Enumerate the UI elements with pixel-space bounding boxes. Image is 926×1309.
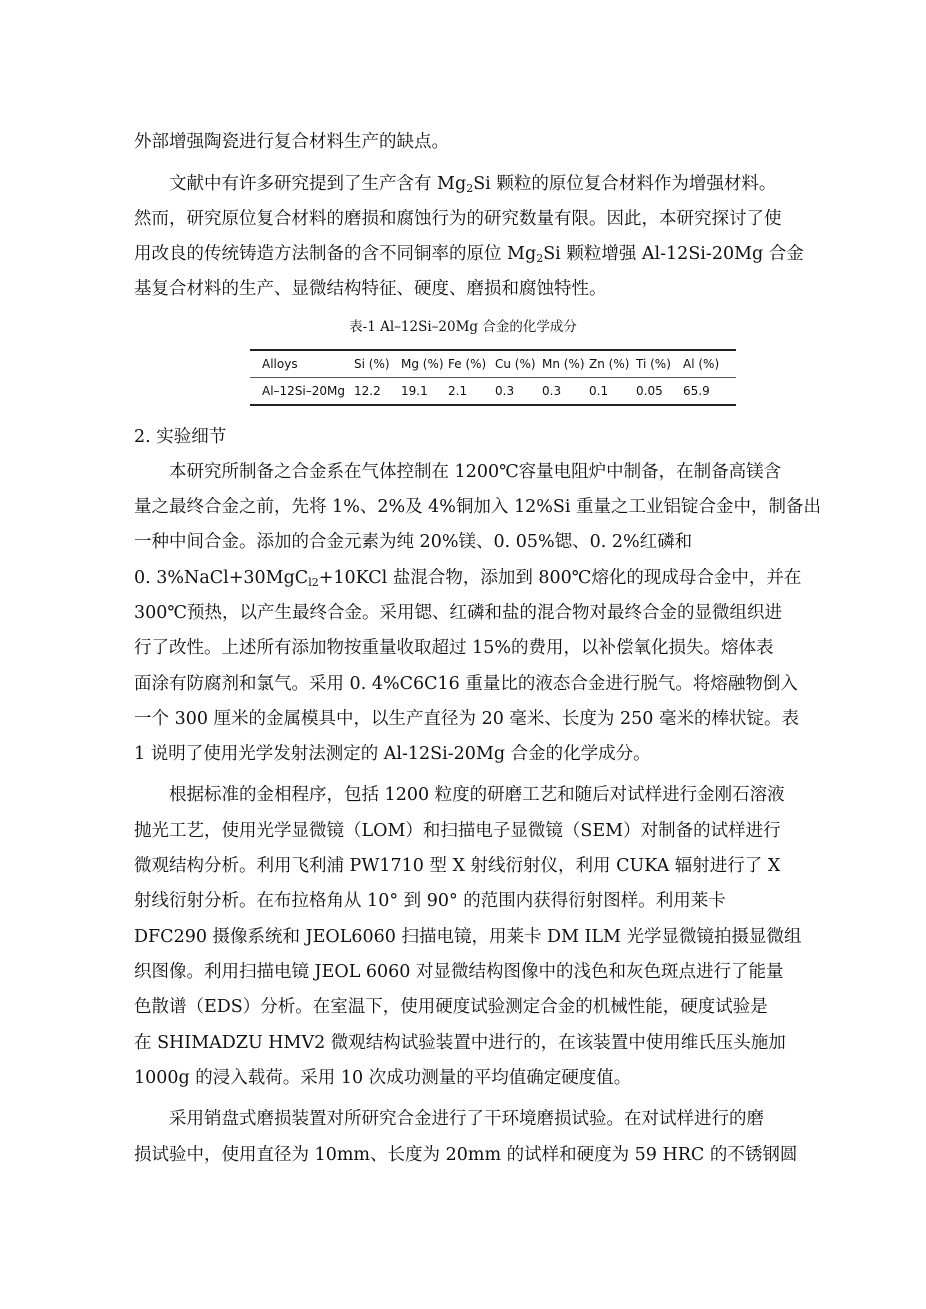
table-cell: Al–12Si–20Mg: [262, 384, 346, 398]
text-span: Si 颗粒增强 Al-12Si-20Mg 合金: [543, 244, 804, 264]
paragraph-line: 1 说明了使用光学发射法测定的 Al-12Si-20Mg 合金的化学成分。: [134, 744, 651, 764]
subscript: 2: [536, 252, 544, 265]
paragraph-line: 300℃预热，以产生最终合金。采用锶、红磷和盐的混合物对最终合金的显微组织进: [134, 603, 782, 623]
section-heading: 2. 实验细节: [134, 427, 227, 447]
table-cell: 2.1: [448, 384, 468, 398]
text-span: 0. 3%NaCl+30MgC: [134, 568, 309, 588]
paragraph-line: 色散谱（EDS）分析。在室温下，使用硬度试验测定合金的机械性能，硬度试验是: [134, 997, 768, 1017]
paragraph-line: DFC290 摄像系统和 JEOL6060 扫描电镜，用莱卡 DM ILM 光学显微镜拍摄显微组: [134, 927, 802, 947]
paragraph-line: 微观结构分析。利用飞利浦 PW1710 型 X 射线衍射仪，利用 CUKA 辐射进行了 X: [134, 856, 781, 876]
paragraph-line: 一种中间合金。添加的合金元素为纯 20%镁、0. 05%锶、0. 2%红磷和: [134, 532, 693, 552]
composition-table: [250, 349, 736, 406]
paragraph-line: 射线衍射分析。在布拉格角从 10° 到 90° 的范围内获得衍射图样。利用莱卡: [134, 891, 726, 911]
paragraph-line: [169, 172, 824, 196]
table-header-cell: Zn (%): [589, 357, 630, 371]
text-span: 文献中有许多研究提到了生产含有 Mg: [169, 174, 467, 194]
table-row: [250, 378, 736, 404]
table-cell: 0.1: [589, 384, 609, 398]
paragraph-line: 根据标准的金相程序，包括 1200 粒度的研磨工艺和随后对试样进行金刚石溶液: [169, 785, 785, 805]
paragraph-line: 基复合材料的生产、显微结构特征、硬度、磨损和腐蚀特性。: [134, 279, 607, 299]
table-cell: 0.3: [495, 384, 515, 398]
paragraph-line: 量之最终合金之前，先将 1%、2%及 4%铜加入 12%Si 重量之工业铝锭合金中，制备出: [134, 497, 822, 517]
table-cell: 19.1: [401, 384, 428, 398]
table-header-cell: Cu (%): [495, 357, 536, 371]
table-header-cell: Alloys: [262, 357, 298, 371]
paragraph-line: 外部增强陶瓷进行复合材料生产的缺点。: [134, 132, 449, 152]
paragraph-line: 本研究所制备之合金系在气体控制在 1200℃容量电阻炉中制备，在制备高镁含: [169, 462, 782, 482]
paragraph-line: 行了改性。上述所有添加物按重量收取超过 15%的费用，以补偿氧化损失。熔体表: [134, 638, 774, 658]
paragraph-line: 抛光工艺，使用光学显微镜（LOM）和扫描电子显微镜（SEM）对制备的试样进行: [134, 821, 781, 841]
table-cell: 12.2: [354, 384, 381, 398]
paragraph-line: [134, 566, 824, 590]
table-header-cell: Al (%): [683, 357, 720, 371]
table-header-cell: Mg (%): [401, 357, 444, 371]
paragraph-line: 织图像。利用扫描电镜 JEOL 6060 对显微结构图像中的浅色和灰色斑点进行了能量: [134, 962, 784, 982]
table-header-cell: Ti (%): [636, 357, 671, 371]
paragraph-line: 一个 300 厘米的金属模具中，以生产直径为 20 毫米、长度为 250 毫米的棒状锭。表: [134, 709, 799, 729]
paragraph-line: 然而，研究原位复合材料的磨损和腐蚀行为的研究数量有限。因此，本研究探讨了使: [134, 209, 782, 229]
table-header-cell: Mn (%): [542, 357, 585, 371]
paragraph-line: 损试验中，使用直径为 10mm、长度为 20mm 的试样和硬度为 59 HRC 的不锈钢圆: [134, 1145, 798, 1165]
paragraph-line: 采用销盘式磨损装置对所研究合金进行了干环境磨损试验。在对试样进行的磨: [169, 1109, 764, 1129]
subscript: l2: [308, 576, 319, 589]
subscript: 2: [466, 182, 474, 195]
paragraph-line: [134, 242, 824, 266]
text-span: 用改良的传统铸造方法制备的含不同铜率的原位 Mg: [134, 244, 537, 264]
table-header-cell: Fe (%): [448, 357, 487, 371]
table-cell: 0.05: [636, 384, 663, 398]
table-cell: 0.3: [542, 384, 562, 398]
table-header-row: [250, 351, 736, 378]
text-span: +10KCl 盐混合物，添加到 800℃熔化的现成母合金中，并在: [318, 568, 802, 588]
text-span: Si 颗粒的原位复合材料作为增强材料。: [473, 174, 777, 194]
table-header-cell: Si (%): [354, 357, 390, 371]
paragraph-line: 1000g 的浸入载荷。采用 10 次成功测量的平均值确定硬度值。: [134, 1068, 632, 1088]
table-cell: 65.9: [683, 384, 710, 398]
paragraph-line: 面涂有防腐剂和氯气。采用 0. 4%C6C16 重量比的液态合金进行脱气。将熔融物倒入: [134, 674, 798, 694]
paragraph-line: 在 SHIMADZU HMV2 微观结构试验装置中进行的，在该装置中使用维氏压头施加: [134, 1033, 786, 1053]
table-caption: 表-1 Al–12Si–20Mg 合金的化学成分: [349, 319, 577, 335]
